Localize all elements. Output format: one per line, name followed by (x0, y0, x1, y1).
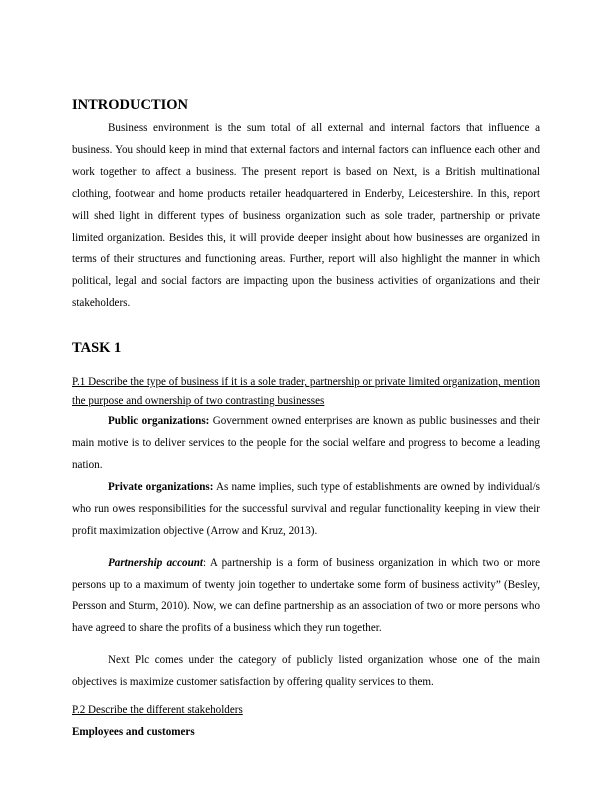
document-page (72, 96, 540, 744)
private-organizations-text: As name implies, such type of establishments are owned by individual/s who run owes responsibilities for the successful survival and regular functionality keeping in view their profit maximization objective (Arrow and Kruz, 2013). (72, 480, 540, 537)
partnership-text: : A partnership is a form of business organization in which two or more persons up to a maximum of twenty join together to undertake some form of business activity” (Besley, Persson and Sturm, 2010). Now, we can define partnership as an association of two or more persons who have agreed to share the profits of a business which they run together. (72, 556, 540, 635)
public-organizations-text: Government owned enterprises are known as public businesses and their main motive is to deliver services to the people for the social welfare and progress to become a leading nation. (72, 415, 540, 471)
introduction-heading: INTRODUCTION (72, 97, 189, 113)
partnership-label: Partnership account (108, 556, 203, 569)
employees-customers-heading: Employees and customers (72, 725, 195, 738)
p1-title: P.1 Describe the type of business if it is a sole trader, partnership or private limited organization, mention the purpose and ownership of two contrasting businesses (72, 376, 540, 408)
public-organizations-paragraph (72, 411, 540, 477)
p2-title: P.2 Describe the different stakeholders (72, 704, 243, 717)
public-organizations-label: Public organizations: (108, 415, 210, 428)
private-organizations-label: Private organizations: (108, 480, 214, 493)
private-organizations-paragraph (72, 477, 540, 543)
next-plc-paragraph: Next Plc comes under the category of publicly listed organization whose one of the main objectives is maximize customer satisfaction by offering quality services to them. (72, 654, 540, 689)
introduction-paragraph: Business environment is the sum total of all external and internal factors that influence a business. You should keep in mind that external factors and internal factors can influence each other and work together to affect a business. The present report is based on Next, is a British multinational clothing, footwear and home products retailer headquartered in Enderby, Leicestershire. In this, report will shed light in different types of business organization such as sole trader, partnership or private limited organization. Besides this, it will provide deeper insight about how businesses are organized in terms of their structures and functioning areas. Further, report will also highlight the manner in which political, legal and social factors are impacting upon the business activities of organizations and their stakeholders. (72, 122, 540, 310)
task1-heading: TASK 1 (72, 340, 122, 357)
partnership-paragraph (72, 553, 540, 641)
